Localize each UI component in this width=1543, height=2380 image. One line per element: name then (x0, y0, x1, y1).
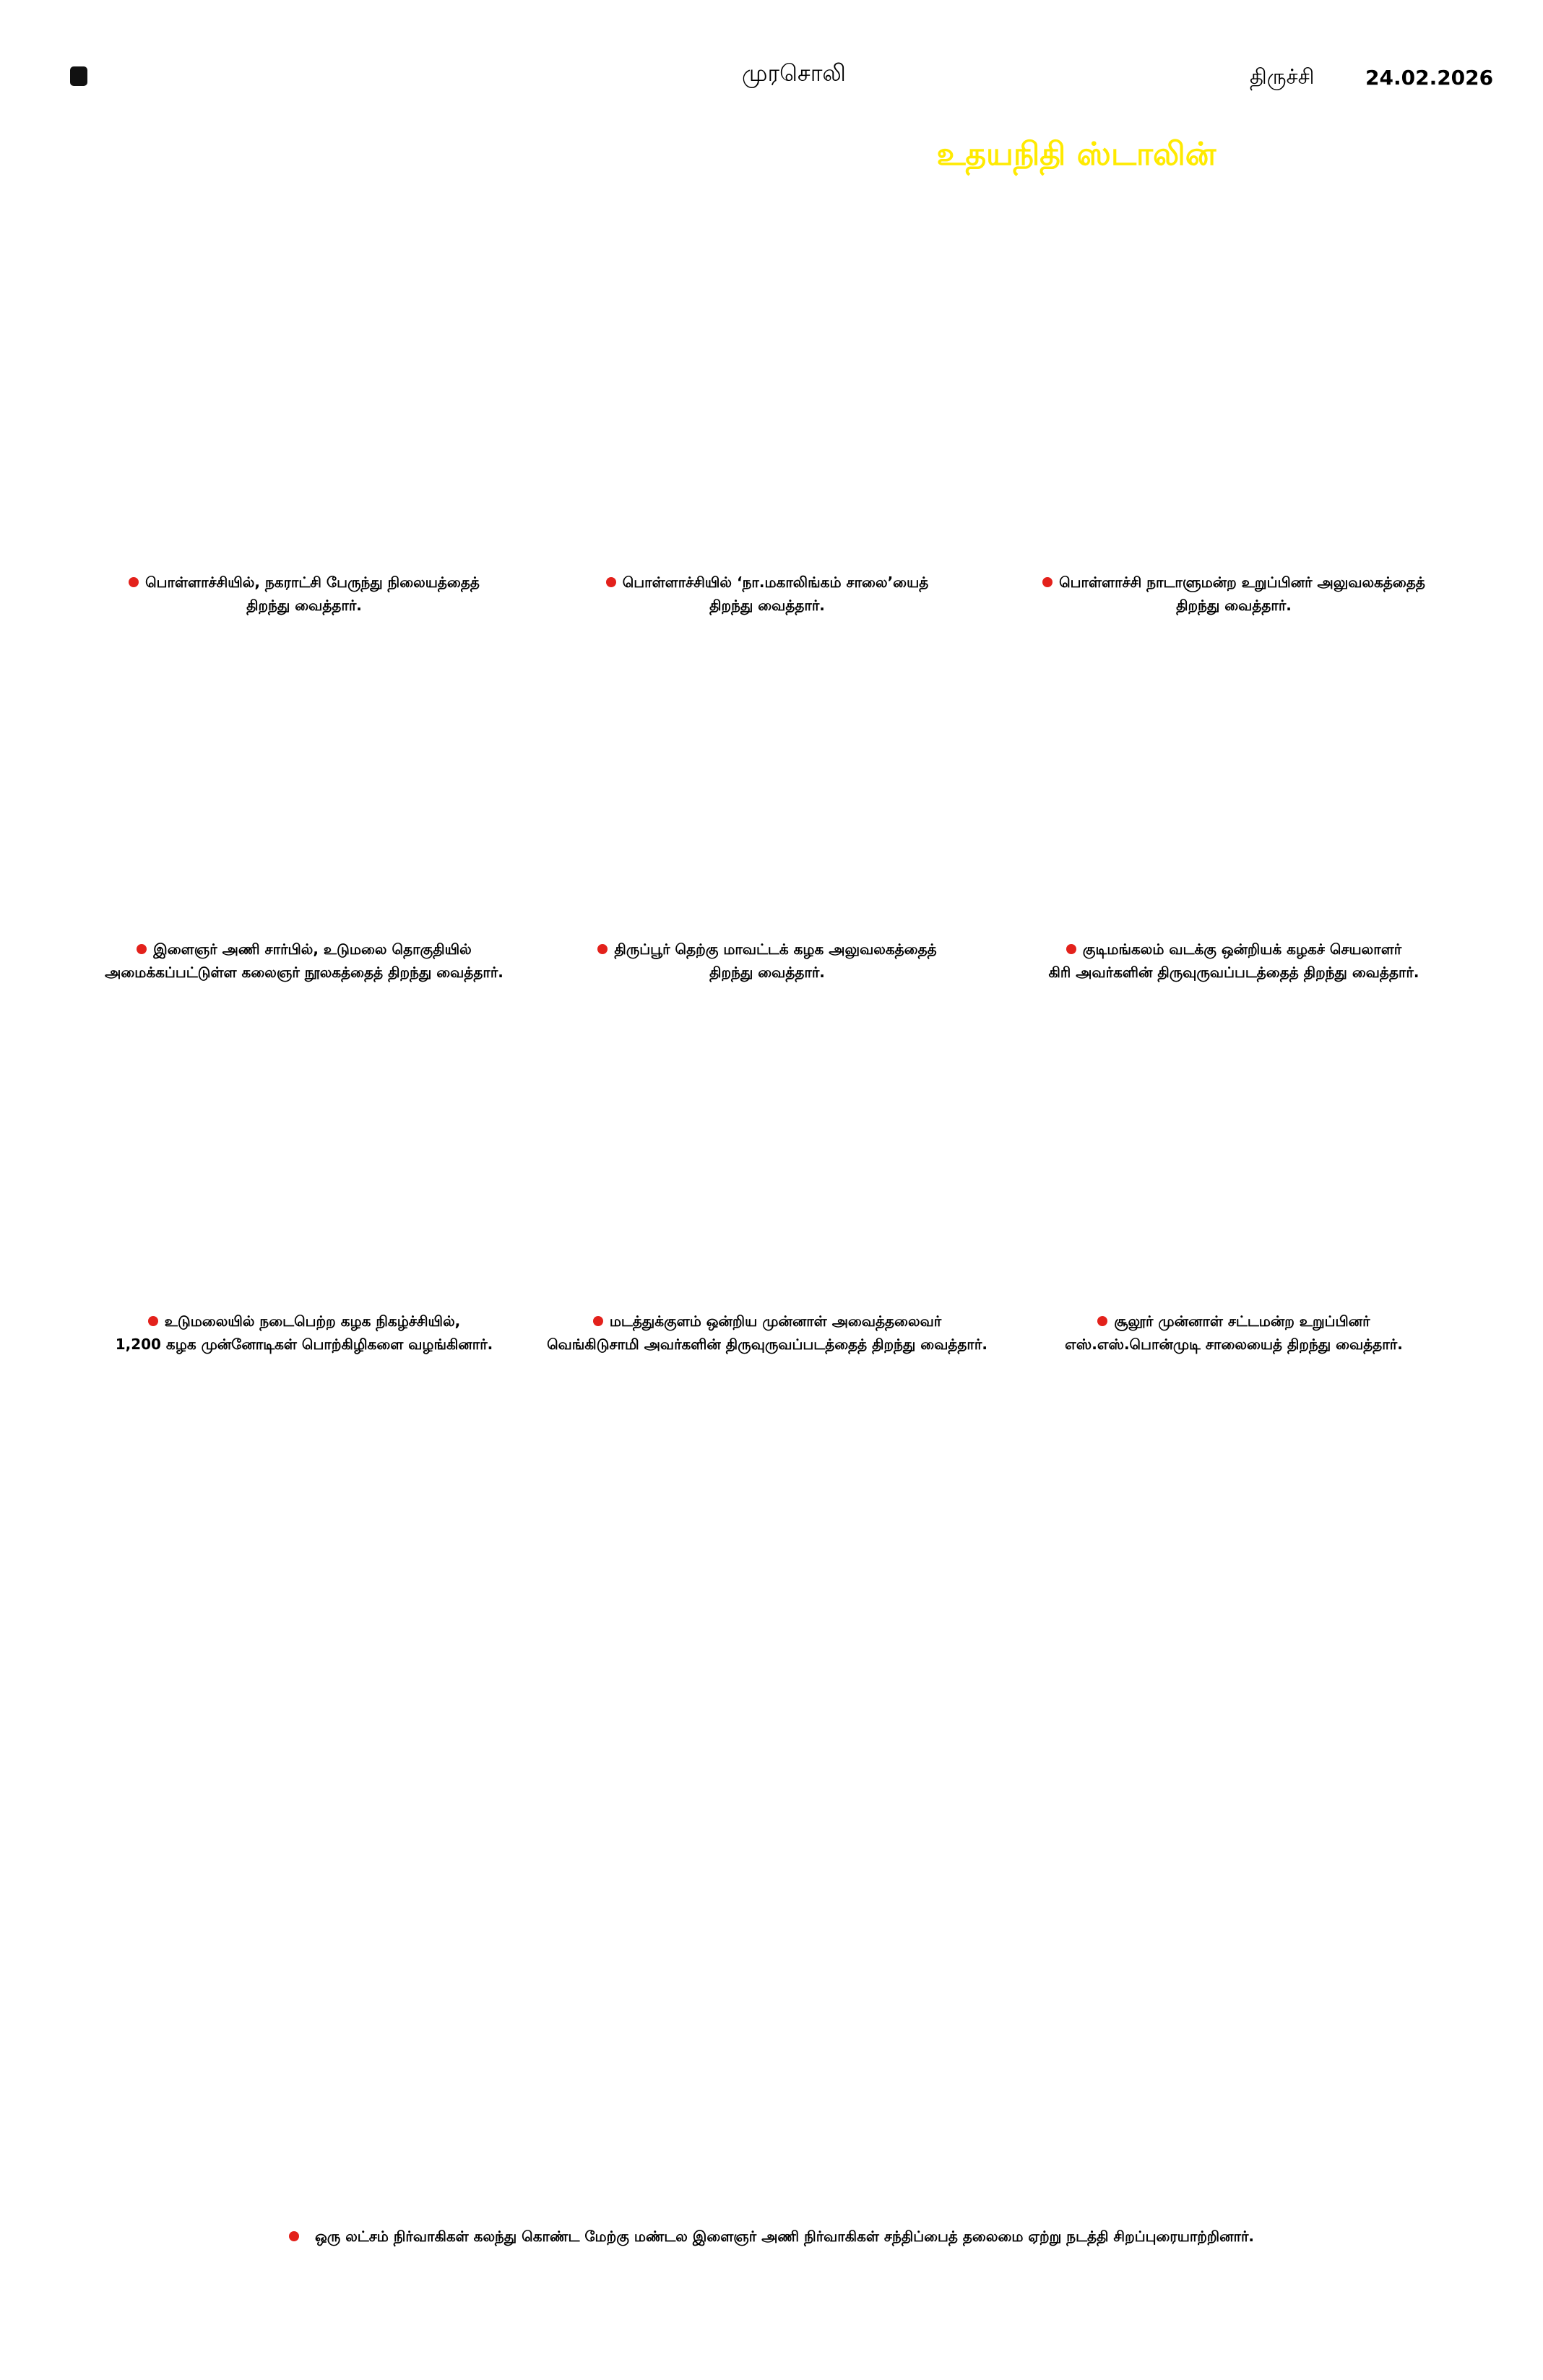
photo-caption-1 (66, 571, 543, 617)
page-marker-icon (70, 66, 87, 86)
caption-line-2: திறந்து வைத்தார். (709, 964, 825, 981)
bullet-dot-icon (148, 1316, 158, 1326)
bullet-dot-icon (1097, 1316, 1107, 1326)
caption-line-2: எஸ்.எஸ்.பொன்முடி சாலையைத் திறந்து வைத்தார். (1065, 1336, 1403, 1353)
caption-text: சூலூர் முன்னாள் சட்டமன்ற உறுப்பினர் (1114, 1312, 1370, 1330)
caption-line-1 (66, 1310, 543, 1333)
photo-caption-6 (995, 938, 1472, 984)
caption-line-2: அமைக்கப்பட்டுள்ள கலைஞர் நூலகத்தைத் திறந்து வைத்தார். (105, 964, 503, 981)
caption-line-2: வெங்கிடுசாமி அவர்களின் திருவுருவப்படத்தைத் திறந்து வைத்தார். (547, 1336, 987, 1353)
caption-text: பொள்ளாச்சி நாடாளுமன்ற உறுப்பினர் அலுவலகத்தைத் (1059, 574, 1425, 591)
caption-line-1 (529, 571, 1006, 594)
caption-line-2: திறந்து வைத்தார். (1176, 597, 1292, 614)
bullet-dot-icon (289, 2231, 299, 2241)
photo-caption-7 (66, 1310, 543, 1356)
caption-line-2: 1,200 கழக முன்னோடிகள் பொற்கிழிகளை வழங்கினார். (115, 1336, 493, 1353)
masthead-title: முரசொலி (742, 59, 846, 87)
caption-text: குடிமங்கலம் வடக்கு ஒன்றியக் கழகச் செயலாளர் (1082, 940, 1402, 958)
photo-caption-8 (529, 1310, 1006, 1356)
photo-caption-2 (529, 571, 1006, 617)
caption-line-2: கிரி அவர்களின் திருவுருவப்படத்தைத் திறந்து வைத்தார். (1048, 964, 1419, 981)
caption-text: பொள்ளாச்சியில், நகராட்சி பேருந்து நிலையத்தைத் (145, 574, 480, 591)
caption-text: இளைஞர் அணி சார்பில், உடுமலை தொகுதியில் (153, 940, 472, 958)
edition-city: திருச்சி (1250, 64, 1315, 89)
caption-line-1 (995, 571, 1472, 594)
photo-caption-3 (995, 571, 1472, 617)
photo-caption-4 (66, 938, 543, 984)
caption-text: பொள்ளாச்சியில் ‘நா.மகாலிங்கம் சாலை’யைத் (622, 574, 929, 591)
caption-line-2: திறந்து வைத்தார். (709, 597, 825, 614)
caption-line-1 (66, 571, 543, 594)
photo-caption-9 (995, 1310, 1472, 1356)
caption-line-1 (529, 938, 1006, 961)
caption-text: மடத்துக்குளம் ஒன்றிய முன்னாள் அவைத்தலைவர் (609, 1312, 942, 1330)
bullet-dot-icon (606, 577, 616, 587)
bullet-dot-icon (137, 944, 147, 954)
page-headline: உதயநிதி ஸ்டாலின் (936, 136, 1216, 173)
caption-text: உடுமலையில் நடைபெற்ற கழக நிகழ்ச்சியில், (164, 1312, 461, 1330)
bullet-dot-icon (593, 1316, 603, 1326)
photo-caption-5 (529, 938, 1006, 984)
caption-line-1 (995, 938, 1472, 961)
caption-line-1 (529, 1310, 1006, 1333)
footer-caption-text: ஒரு லட்சம் நிர்வாகிகள் கலந்து கொண்ட மேற்கு மண்டல இளைஞர் அணி நிர்வாகிகள் சந்திப்பைத் தலைமை ஏற்று நடத்தி சிறப்புரையாற்றினார். (314, 2228, 1255, 2245)
edition-date: 24.02.2026 (1365, 66, 1494, 90)
bullet-dot-icon (1042, 577, 1053, 587)
caption-line-1 (66, 938, 543, 961)
bullet-dot-icon (1066, 944, 1076, 954)
bullet-dot-icon (129, 577, 139, 587)
footer-caption (121, 2225, 1422, 2248)
caption-line-2: திறந்து வைத்தார். (246, 597, 362, 614)
bullet-dot-icon (597, 944, 608, 954)
caption-line-1 (995, 1310, 1472, 1333)
caption-text: திருப்பூர் தெற்கு மாவட்டக் கழக அலுவலகத்தைத் (614, 940, 937, 958)
